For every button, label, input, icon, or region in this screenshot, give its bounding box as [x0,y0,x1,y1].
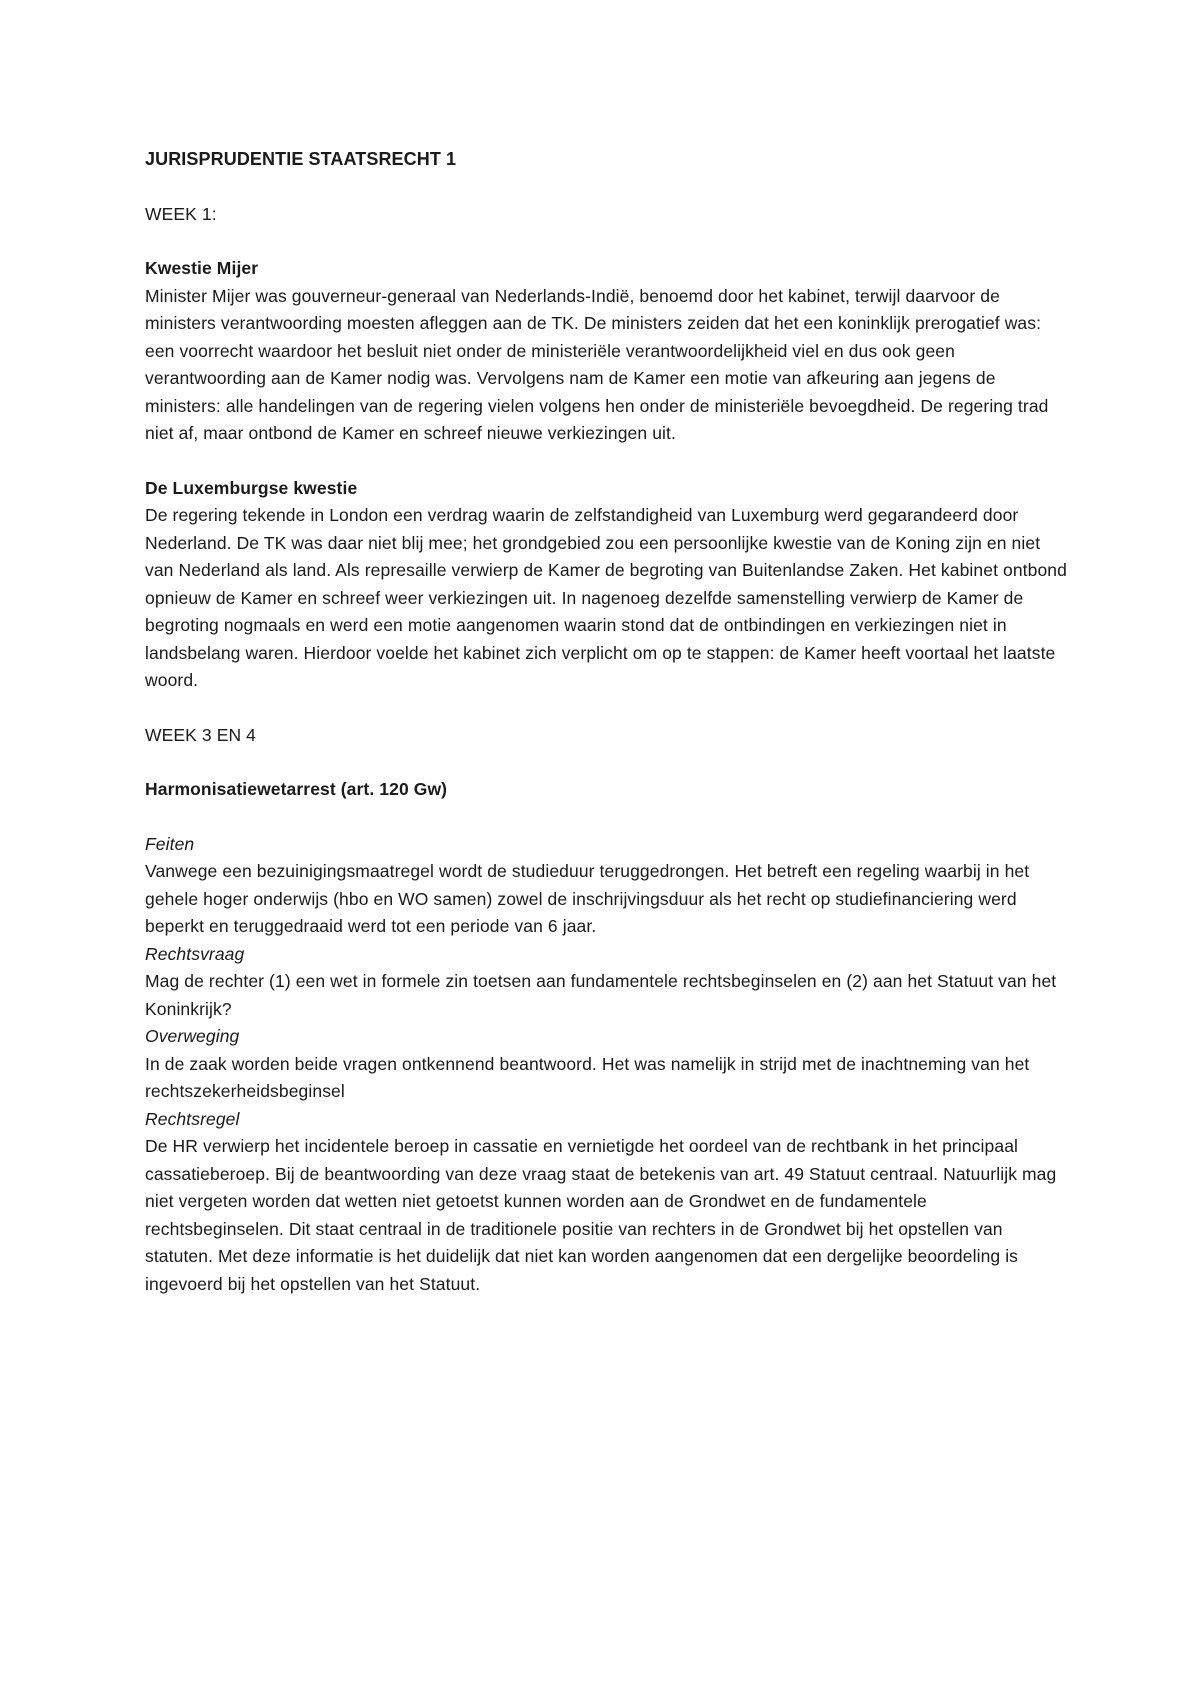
text-feiten: Vanwege een bezuinigingsmaatregel wordt de studieduur teruggedrongen. Het betreft een regeling waarbij in het gehele hoger onderwijs (hbo en WO samen) zowel de inschrijvingsduur als het recht op studiefinanciering werd beperkt en teruggedraaid werd tot een periode van 6 jaar. [145,861,1030,936]
week-1-heading: WEEK 1: [145,203,217,224]
section-text-mijer: Minister Mijer was gouverneur-generaal van Nederlands-Indië, benoemd door het kabinet, terwijl daarvoor de ministers verantwoording moesten afleggen aan de TK. De ministers zeiden dat het een koninklijk prerogatief was: een voorrecht waardoor het besluit niet onder de ministeriële verantwoordelijkheid viel en dus ook geen verantwoording aan de Kamer nodig was. Vervolgens nam de Kamer een motie van afkeuring aan jegens de ministers: alle handelingen van de regering vielen volgens hen onder de ministeriële bevoegdheid. De regering trad niet af, maar ontbond de Kamer en schreef nieuwe verkiezingen uit. [145,285,1049,443]
text-rechtsvraag: Mag de rechter (1) een wet in formele zin toetsen aan fundamentele rechtsbeginselen en (2) aan het Statuut van het Koninkrijk? [145,971,1057,1019]
text-rechtsregel: De HR verwierp het incidentele beroep in cassatie en vernietigde het oordeel van de rechtbank in het principaal cassatieberoep. Bij de beantwoording van deze vraag staat de betekenis van art. 49 Statuut centraal. Natuurlijk mag niet vergeten worden dat wetten niet getoetst kunnen worden aan de Grondwet en de fundamentele rechtsbeginselen. Dit staat centraal in de traditionele positie van rechters in de Grondwet bij het opstellen van statuten. Met deze informatie is het duidelijk dat niet kan worden aangenomen dat een dergelijke beoordeling is ingevoerd bij het opstellen van het Statuut. [145,1136,1057,1294]
text-overweging: In de zaak worden beide vragen ontkennend beantwoord. Het was namelijk in strijd met de inachtneming van het rechtszekerheidsbeginsel [145,1053,1030,1101]
section-text-luxemburg: De regering tekende in London een verdrag waarin de zelfstandigheid van Luxemburg werd gegarandeerd door Nederland. De TK was daar niet blij mee; het grondgebied zou een persoonlijke kwestie van de Koning zijn en niet van Nederland als land. Als represaille verwierp de Kamer de begroting van Buitenlandse Zaken. Het kabinet ontbond opnieuw de Kamer en schreef weer verkiezingen uit. In nagenoeg dezelfde samenstelling verwierp de Kamer de begroting nogmaals en werd een motie aangenomen waarin stond dat de ontbindingen en verkiezingen niet in landsbelang waren. Hierdoor voelde het kabinet zich verplicht om op te stappen: de Kamer heeft voortaal het laatste woord. [145,505,1067,690]
week-3-4-heading: WEEK 3 EN 4 [145,724,256,745]
section-heading-luxemburg: De Luxemburgse kwestie [145,477,358,498]
document-content [145,146,1070,1298]
document-title: JURISPRUDENTIE STAATSRECHT 1 [145,149,457,169]
section-heading-mijer: Kwestie Mijer [145,258,259,278]
label-rechtsvraag: Rechtsvraag [145,943,245,964]
label-overweging: Overweging [145,1026,240,1046]
label-rechtsregel: Rechtsregel [145,1108,240,1129]
label-feiten: Feiten [145,833,195,854]
section-heading-harmonisatie: Harmonisatiewetarrest (art. 120 Gw) [145,779,448,799]
